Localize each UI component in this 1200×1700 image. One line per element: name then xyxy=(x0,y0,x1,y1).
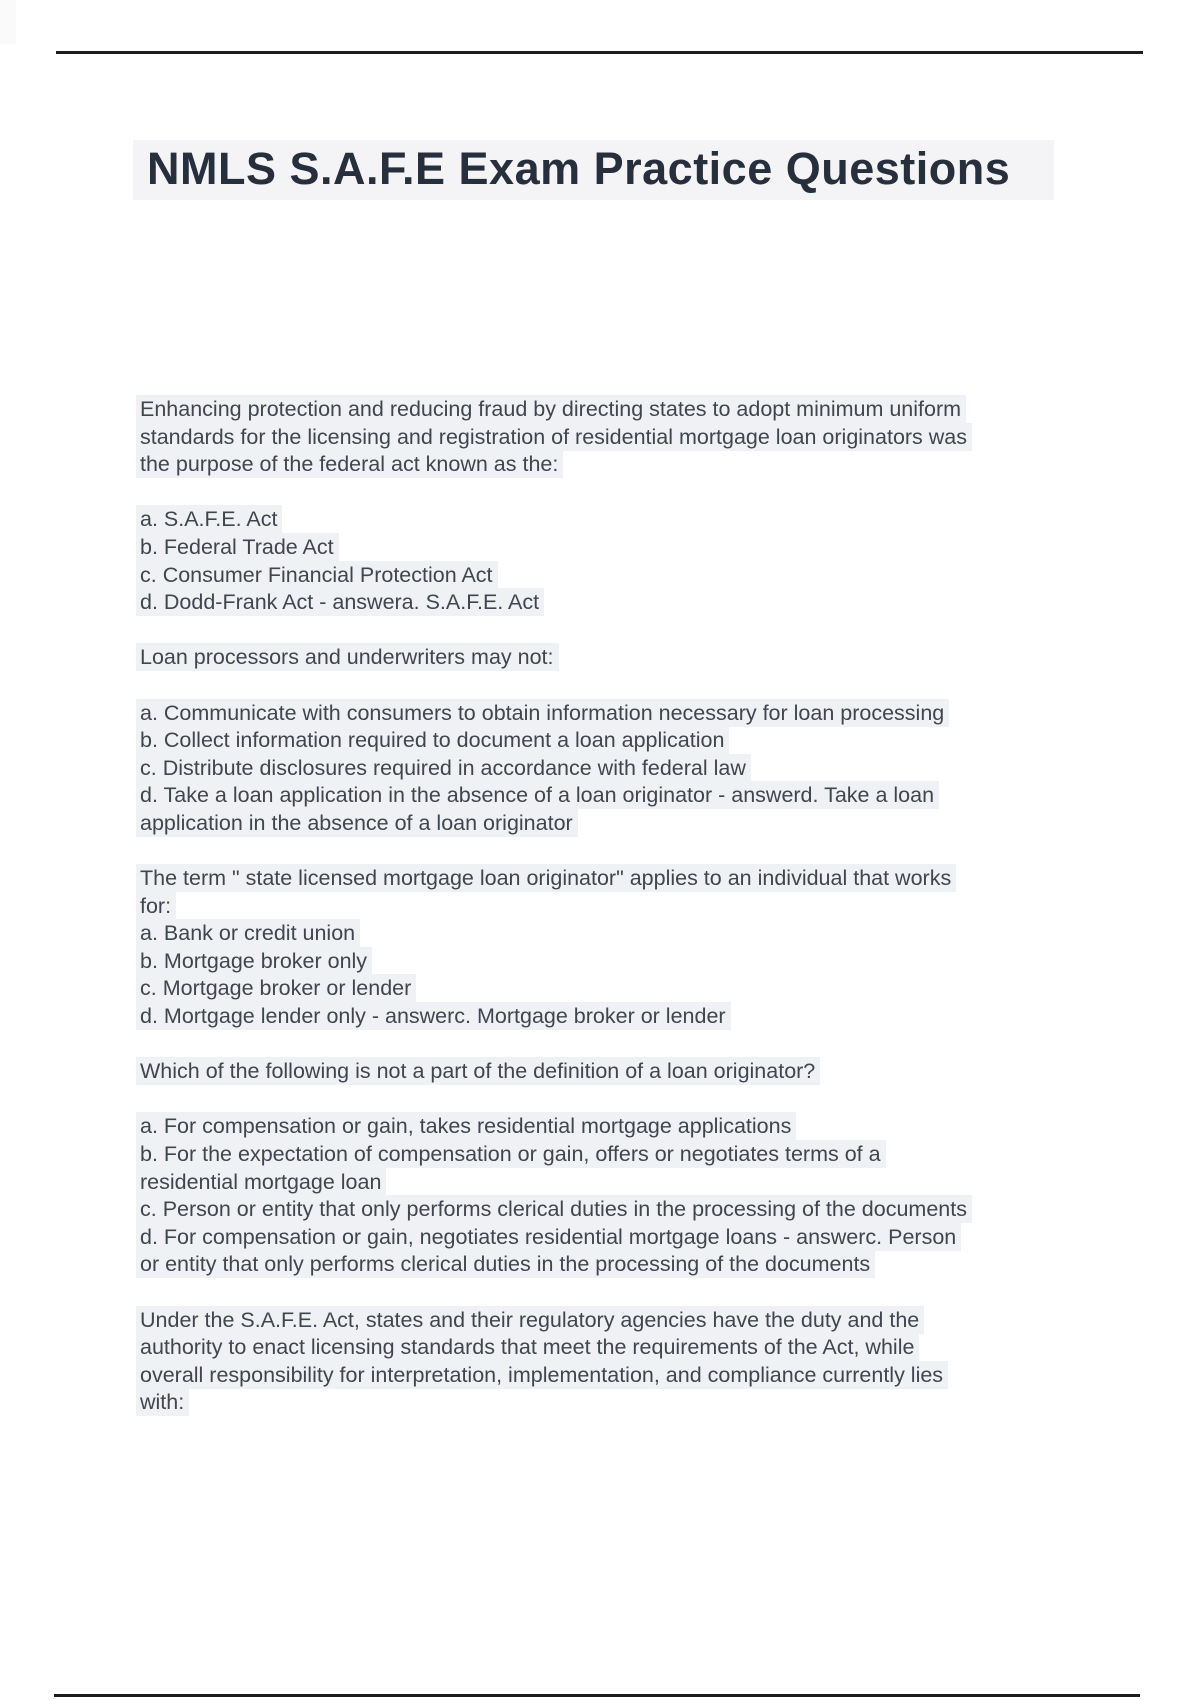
text-line xyxy=(140,1113,1100,1141)
text-line xyxy=(140,810,1100,838)
highlighted-text: d. Mortgage lender only - answerc. Mortgage broker or lender xyxy=(136,1002,731,1030)
highlighted-text: b. For the expectation of compensation or gain, offers or negotiates terms of a xyxy=(136,1140,886,1168)
highlighted-text: for: xyxy=(136,892,176,920)
highlighted-text: Enhancing protection and reducing fraud by directing states to adopt minimum uniform xyxy=(136,395,966,423)
bottom-rule xyxy=(54,1694,1140,1697)
highlighted-text: d. Dodd-Frank Act - answera. S.A.F.E. Act xyxy=(136,588,544,616)
highlighted-text: or entity that only performs clerical duties in the processing of the documents xyxy=(136,1250,875,1278)
text-line xyxy=(140,1003,1100,1031)
page-title-text: NMLS S.A.F.E Exam Practice Questions xyxy=(133,140,1054,200)
text-line xyxy=(140,1031,1100,1059)
text-line xyxy=(140,865,1100,893)
text-line xyxy=(140,589,1100,617)
text-line xyxy=(140,672,1100,700)
body-text xyxy=(140,396,1100,1417)
text-line xyxy=(140,479,1100,507)
text-line xyxy=(140,838,1100,866)
highlighted-text: The term " state licensed mortgage loan originator" applies to an individual that works xyxy=(136,864,956,892)
highlighted-text: a. Bank or credit union xyxy=(136,919,360,947)
text-line xyxy=(140,644,1100,672)
text-line xyxy=(140,562,1100,590)
highlighted-text: a. S.A.F.E. Act xyxy=(136,505,282,533)
text-line xyxy=(140,1307,1100,1335)
text-line xyxy=(140,1086,1100,1114)
highlighted-text: a. Communicate with consumers to obtain information necessary for loan processing xyxy=(136,699,949,727)
text-line xyxy=(140,948,1100,976)
text-line xyxy=(140,1334,1100,1362)
text-line xyxy=(140,1251,1100,1279)
highlighted-text: Under the S.A.F.E. Act, states and their regulatory agencies have the duty and the xyxy=(136,1306,924,1334)
highlighted-text: d. Take a loan application in the absence of a loan originator - answerd. Take a loan xyxy=(136,781,939,809)
text-line xyxy=(140,782,1100,810)
text-line xyxy=(140,920,1100,948)
highlighted-text: c. Consumer Financial Protection Act xyxy=(136,561,498,589)
text-line xyxy=(140,534,1100,562)
text-line xyxy=(140,975,1100,1003)
text-line xyxy=(140,1389,1100,1417)
text-line xyxy=(140,1279,1100,1307)
text-line xyxy=(140,617,1100,645)
text-line xyxy=(140,727,1100,755)
text-line xyxy=(140,893,1100,921)
text-line xyxy=(140,506,1100,534)
highlighted-text: overall responsibility for interpretation, implementation, and compliance currently lies xyxy=(136,1361,948,1389)
text-line xyxy=(140,1196,1100,1224)
highlighted-text: b. Mortgage broker only xyxy=(136,947,372,975)
highlighted-text: with: xyxy=(136,1388,189,1416)
text-line xyxy=(140,1058,1100,1086)
text-line xyxy=(140,396,1100,424)
highlighted-text: c. Mortgage broker or lender xyxy=(136,974,416,1002)
highlighted-text: application in the absence of a loan originator xyxy=(136,809,578,837)
text-line xyxy=(140,1169,1100,1197)
highlighted-text: Loan processors and underwriters may not: xyxy=(136,643,559,671)
text-line xyxy=(140,755,1100,783)
highlighted-text: d. For compensation or gain, negotiates residential mortgage loans - answerc. Person xyxy=(136,1223,961,1251)
highlighted-text: c. Distribute disclosures required in accordance with federal law xyxy=(136,754,751,782)
highlighted-text: residential mortgage loan xyxy=(136,1168,386,1196)
highlighted-text: a. For compensation or gain, takes residential mortgage applications xyxy=(136,1112,796,1140)
text-line xyxy=(140,451,1100,479)
text-line xyxy=(140,1224,1100,1252)
highlighted-text: b. Collect information required to document a loan application xyxy=(136,726,729,754)
text-line xyxy=(140,700,1100,728)
scan-artifact xyxy=(0,0,16,44)
top-rule xyxy=(56,51,1143,54)
highlighted-text: the purpose of the federal act known as the: xyxy=(136,450,563,478)
page-title xyxy=(133,140,1054,200)
highlighted-text: b. Federal Trade Act xyxy=(136,533,339,561)
highlighted-text: Which of the following is not a part of the definition of a loan originator? xyxy=(136,1057,820,1085)
text-line xyxy=(140,1362,1100,1390)
highlighted-text: authority to enact licensing standards that meet the requirements of the Act, while xyxy=(136,1333,919,1361)
text-line xyxy=(140,424,1100,452)
highlighted-text: c. Person or entity that only performs clerical duties in the processing of the documents xyxy=(136,1195,972,1223)
highlighted-text: standards for the licensing and registration of residential mortgage loan originators was xyxy=(136,423,972,451)
text-line xyxy=(140,1141,1100,1169)
